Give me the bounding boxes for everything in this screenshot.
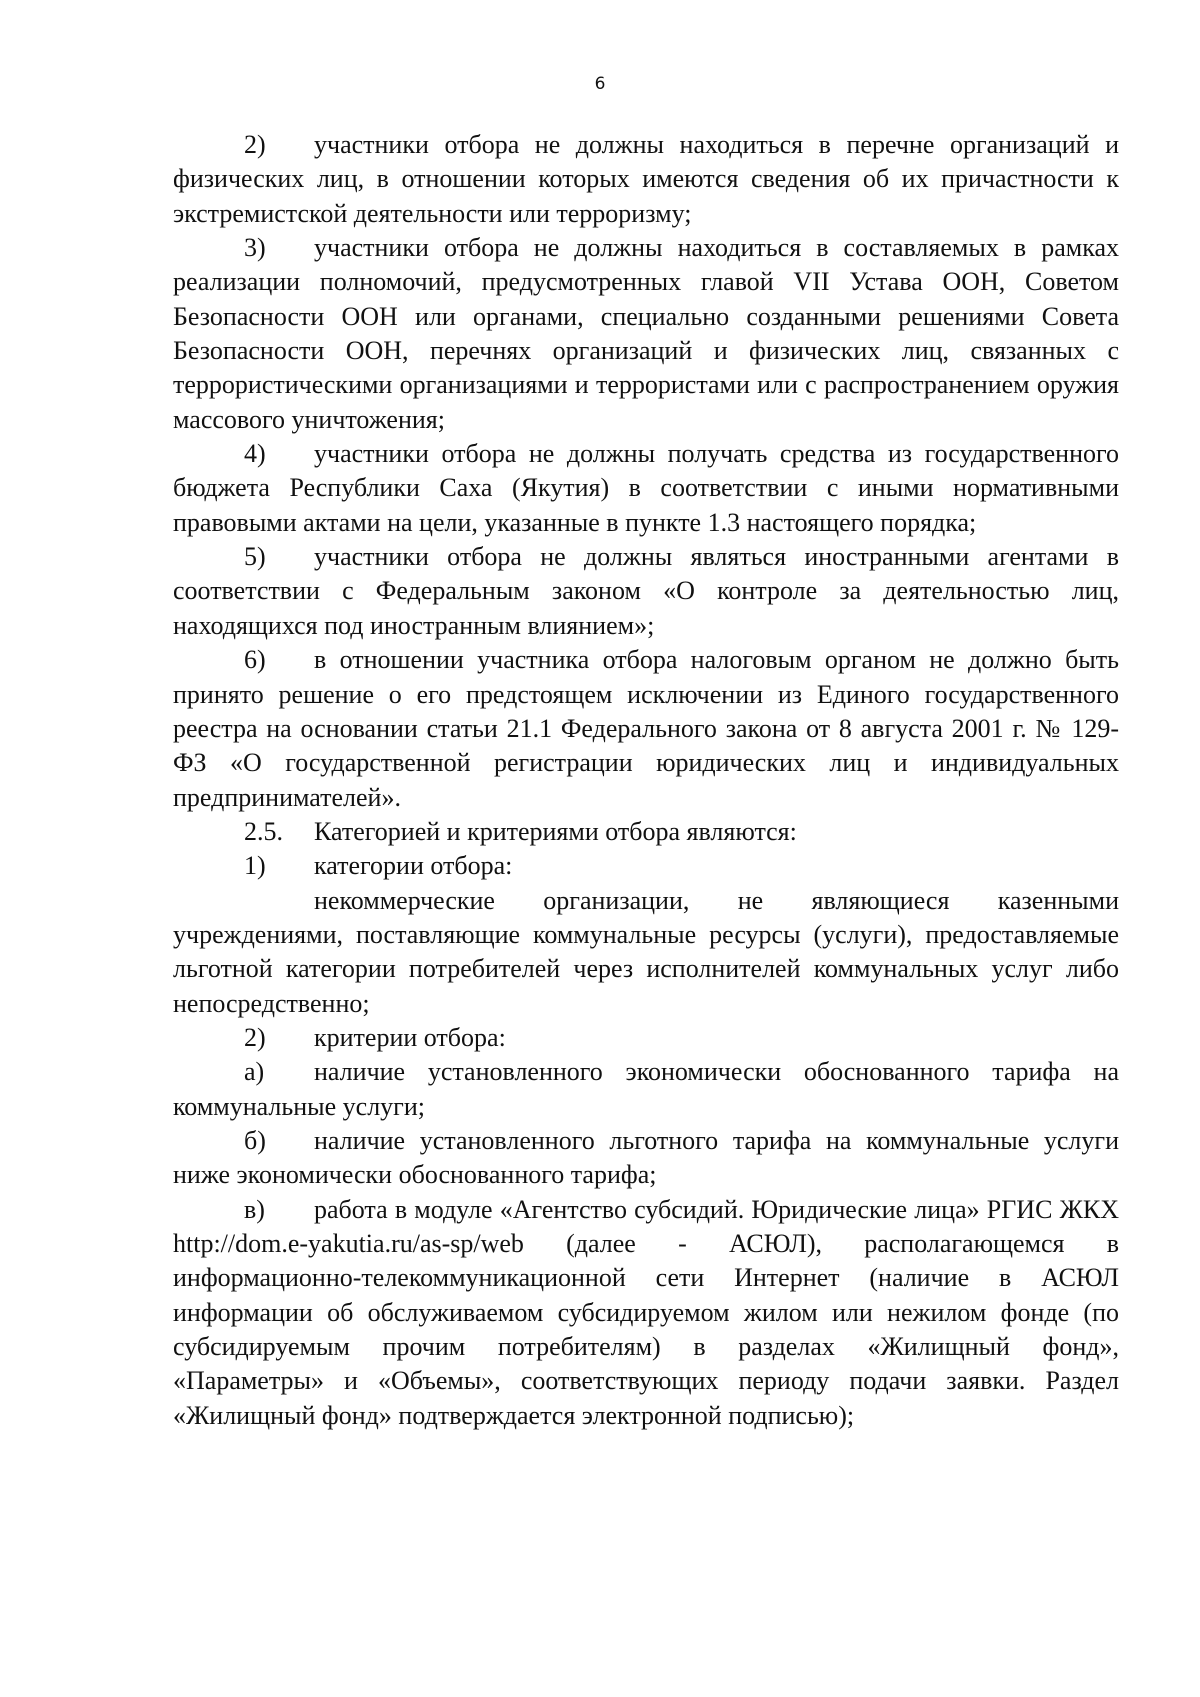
paragraph-number: 2) [244,130,266,159]
paragraph-number: 1) [244,851,266,881]
paragraph-text: участники отбора не должны находиться в перечне организаций и физических лиц, в отношении которых имеются сведения об их причастности к экстремистской деятельности или терроризму; [173,130,1119,228]
paragraph-item-5 [173,540,1119,643]
paragraph-number: 5) [244,542,266,572]
paragraph-text: наличие установленного экономически обоснованного тарифа на коммунальные услуги; [173,1057,1119,1121]
paragraph-text: наличие установленного льготного тарифа на коммунальные услуги ниже экономически обоснованного тарифа; [173,1125,1119,1190]
paragraph-criterion-b [173,1124,1119,1193]
paragraph-item-3 [173,231,1119,437]
paragraph-text: участники отбора не должны находиться в составляемых в рамках реализации полномочий, предусмотренных главой VII Устава ООН, Советом Безопасности ООН или органами, специально созданными решениями Совета Безопасности ООН, перечнях организаций и физических лиц, связанных с террористическими организациями и террористами или с распространением оружия массового уничтожения; [173,233,1119,434]
paragraph-section-2-5 [173,815,1119,849]
paragraph-item-6 [173,643,1119,815]
paragraph-number: 2) [244,1022,266,1052]
paragraph-number: в) [244,1194,265,1224]
paragraph-criterion-v [173,1193,1119,1433]
paragraph-item-4 [173,437,1119,540]
page-number: 6 [594,74,606,94]
paragraph-text: Категорией и критериями отбора являются: [314,816,797,846]
paragraph-text: критерии отбора: [314,1022,506,1052]
paragraph-text: некоммерческие организации, не являющиеся казенными учреждениями, поставляющие коммунальные ресурсы (услуги), предоставляемые льготной категории потребителей через исполнителей коммунальных услуг либо непосредственно; [173,885,1119,1018]
paragraph-text: работа в модуле «Агентство субсидий. Юридические лица» РГИС ЖКХ http://dom.e-yakutia.ru/as-sp/web (далее - АСЮЛ), располагающемся в информационно-телекоммуникационной сети Интернет (наличие в АСЮЛ информации об обслуживаемом субсидируемом жилом или нежилом фонде (по субсидируемым прочим потребителям) в разделах «Жилищный фонд», «Параметры» и «Объемы», соответствующих периоду подачи заявки. Раздел «Жилищный фонд» подтверждается электронной подписью); [173,1194,1119,1430]
paragraph-number: 2.5. [244,816,283,846]
paragraph-number: 6) [244,645,266,675]
paragraph-text: в отношении участника отбора налоговым органом не должно быть принято решение о его предстоящем исключении из Единого государственного реестра на основании статьи 21.1 Федерального закона от 8 августа 2001 г. № 129-ФЗ «О государственной регистрации юридических лиц и индивидуальных предпринимателей». [173,645,1119,812]
paragraph-criteria-heading [173,1021,1119,1055]
paragraph-text: категории отбора: [314,851,513,881]
paragraph-categories-heading [173,849,1119,883]
paragraph-number: 4) [244,439,266,469]
paragraph-text: участники отбора не должны получать средства из государственного бюджета Республики Саха (Якутия) в соответствии с иными нормативными правовыми актами на цели, указанные в пункте 1.3 настоящего порядка; [173,439,1119,537]
paragraph-number: а) [244,1057,265,1087]
document-body [173,128,1119,1433]
paragraph-text: участники отбора не должны являться иностранными агентами в соответствии с Федеральным законом «О контроле за деятельностью лиц, находящихся под иностранным влиянием»; [173,542,1119,640]
paragraph-criterion-a [173,1055,1119,1124]
paragraph-number: 3) [244,233,266,263]
paragraph-item-2 [173,128,1119,231]
paragraph-number: б) [244,1125,266,1155]
paragraph-categories-text [173,884,1119,1021]
